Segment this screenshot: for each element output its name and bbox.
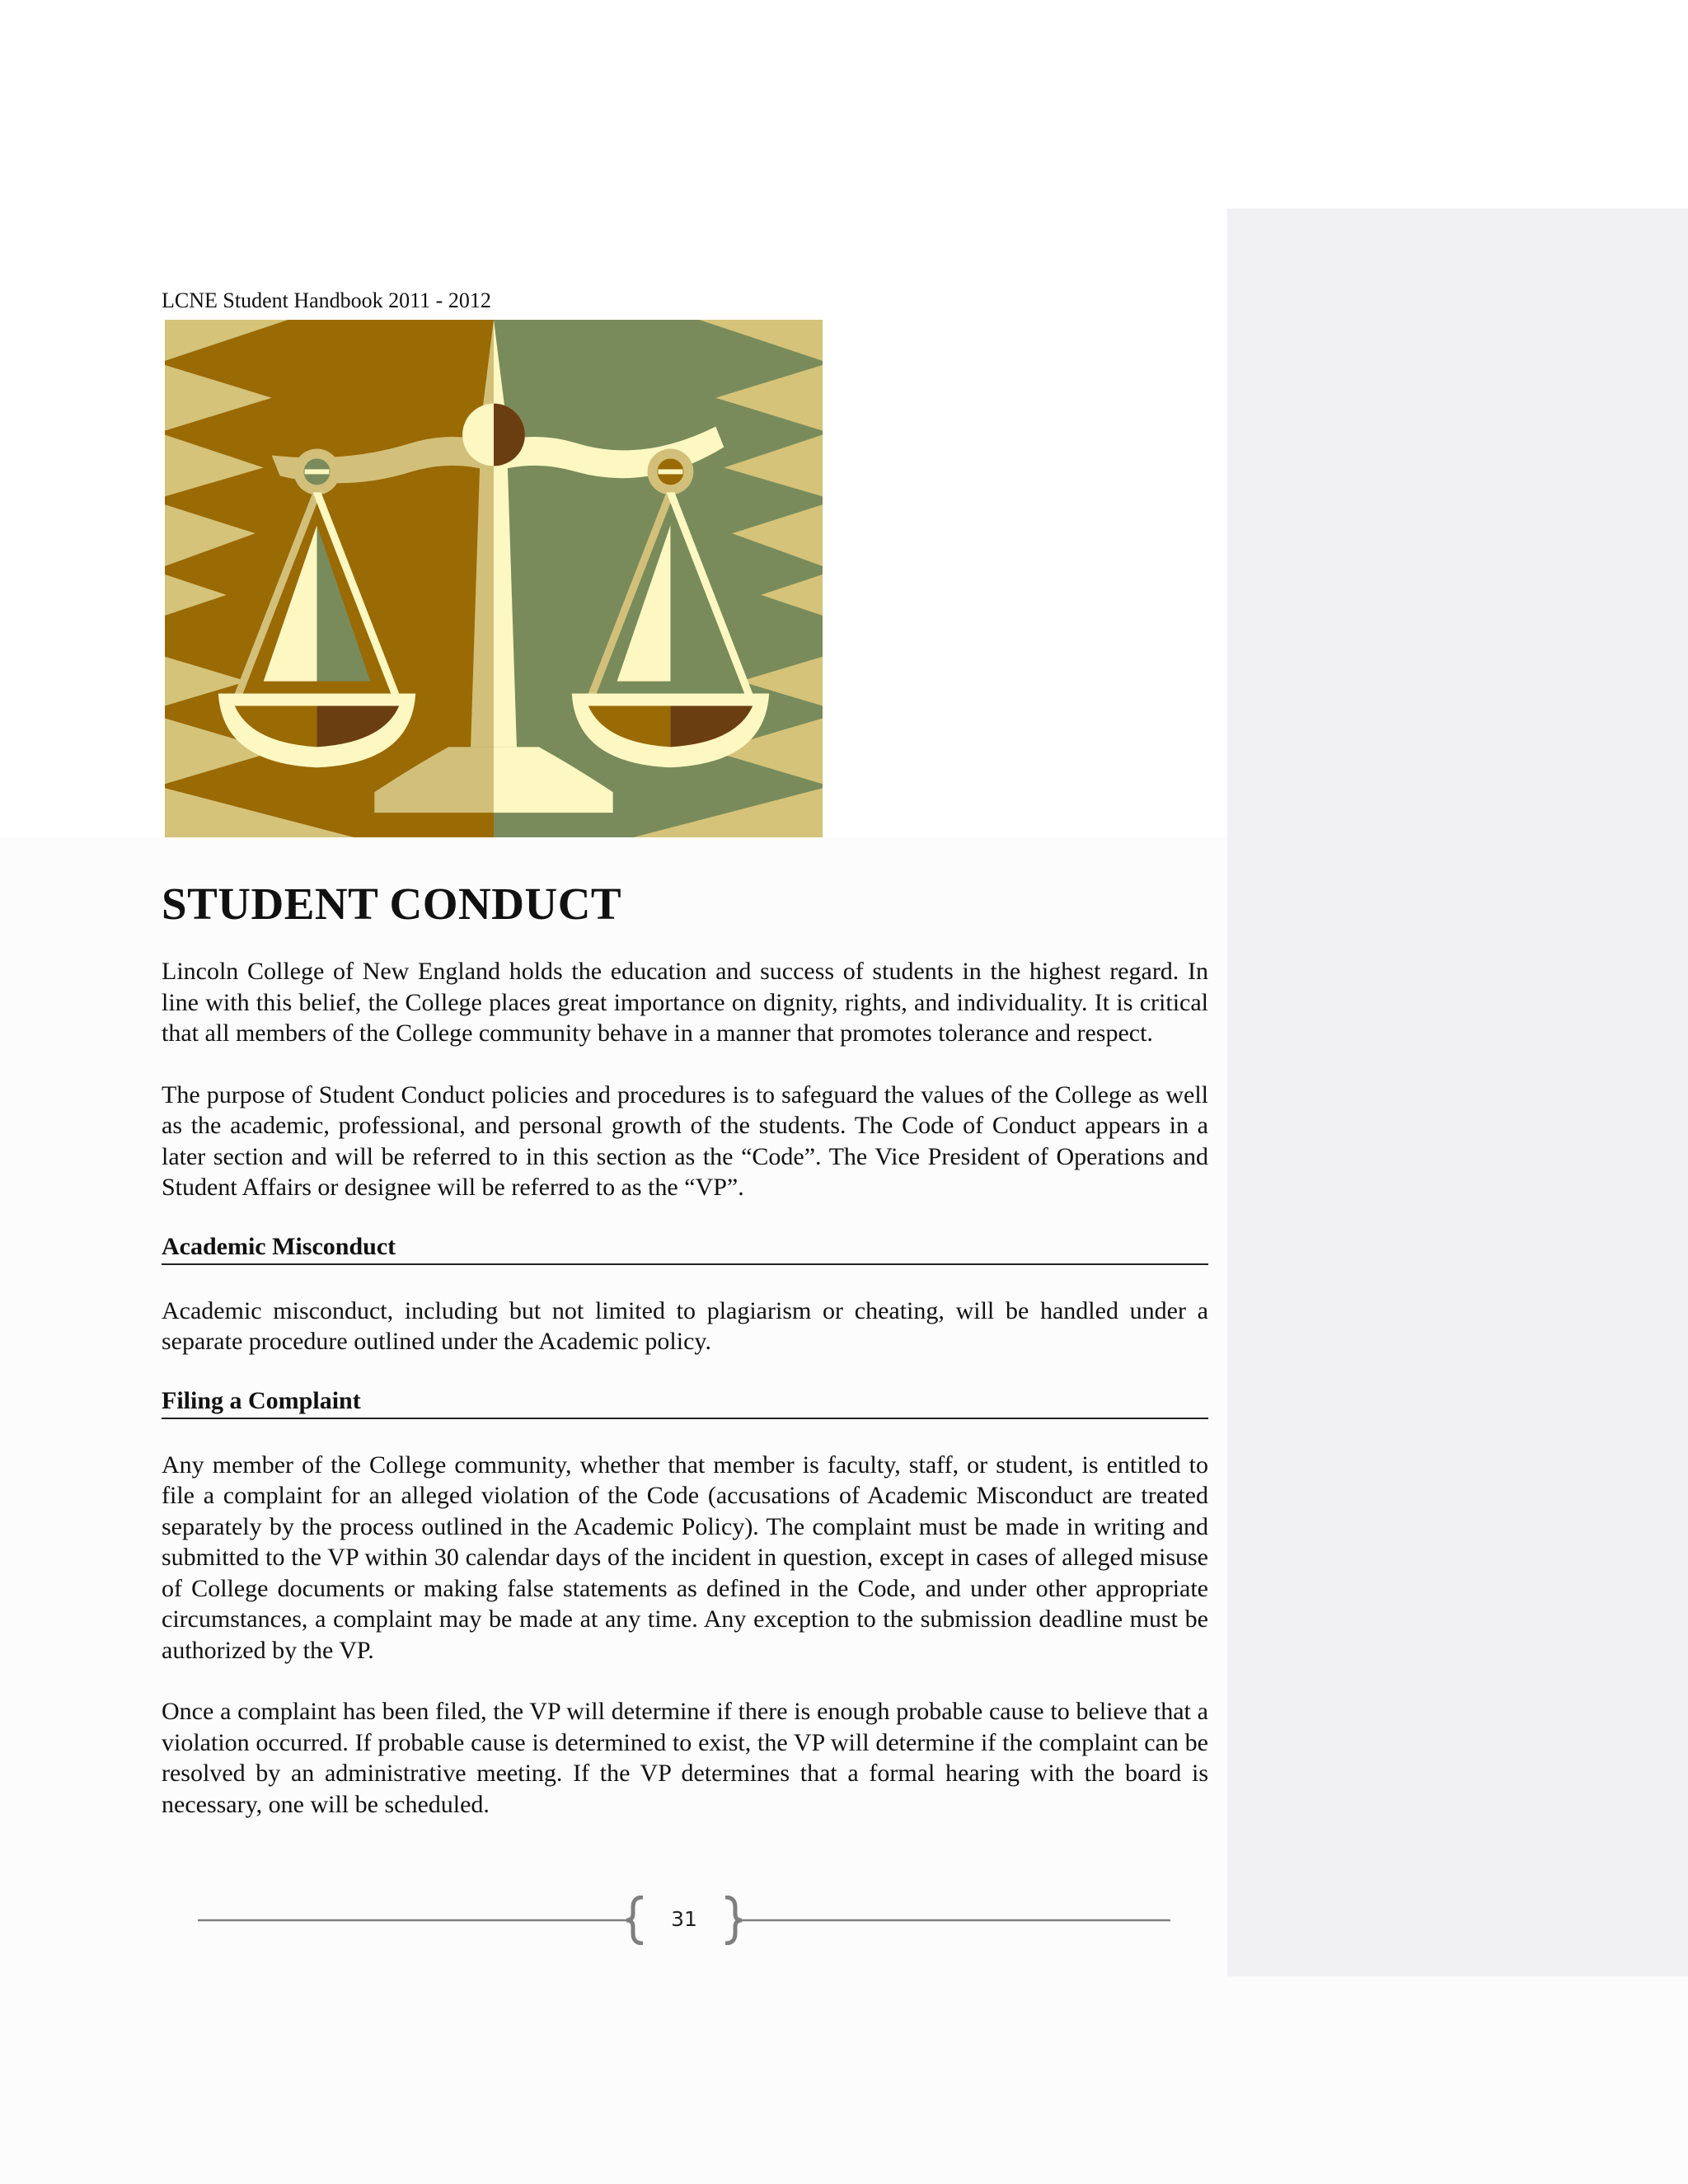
page-footer <box>198 1896 1170 1945</box>
section-paragraph: Academic misconduct, including but not limited to plagiarism or cheating, will be handled under a separate procedure outlined under the Academic policy. <box>162 1296 1208 1355</box>
comment-pane <box>1227 209 1688 1976</box>
section-heading-academic-misconduct: Academic Misconduct <box>162 1231 1208 1265</box>
intro-paragraph: The purpose of Student Conduct policies and procedures is to safeguard the values of the College as well as the academic, professional, and personal growth of the students. The Code of Conduct appears in a later section and will be referred to in this section as the “Code”. The Vice President of Operations and Student Affairs or designee will be referred to as the “VP”. <box>162 1080 1208 1201</box>
section-paragraph: Once a complaint has been filed, the VP will determine if there is enough probable cause to believe that a violation occurred. If probable cause is determined to exist, the VP will determine if the complaint can be resolved by an administrative meeting. If the VP determines that a formal hearing with the board is necessary, one will be scheduled. <box>162 1698 1208 1818</box>
page-number: 31 <box>671 1907 697 1931</box>
section-paragraph: Any member of the College community, whether that member is faculty, staff, or student, is entitled to file a complaint for an alleged violation of the Code (accusations of Academic Misconduct are treated separately by the process outlined in the Academic Policy). The complaint must be made in writing and submitted to the VP within 30 calendar days of the incident in question, except in cases of alleged misuse of College documents or making false statements as defined in the Code, and under other appropriate circumstances, a complaint may be made at any time. Any exception to the submission deadline must be authorized by the VP. <box>162 1451 1208 1664</box>
running-header: LCNE Student Handbook 2011 - 2012 <box>162 288 491 312</box>
intro-paragraph: Lincoln College of New England holds the education and success of students in the highest regard. In line with this belief, the College places great importance on dignity, rights, and individuality. It is critical that all members of the College community behave in a manner that promotes tolerance and respect. <box>162 958 1208 1047</box>
page-title: STUDENT CONDUCT <box>162 879 622 929</box>
section-heading-filing-a-complaint: Filing a Complaint <box>162 1385 1208 1419</box>
main-content <box>162 875 1208 1820</box>
scales-of-justice-icon <box>165 320 823 837</box>
